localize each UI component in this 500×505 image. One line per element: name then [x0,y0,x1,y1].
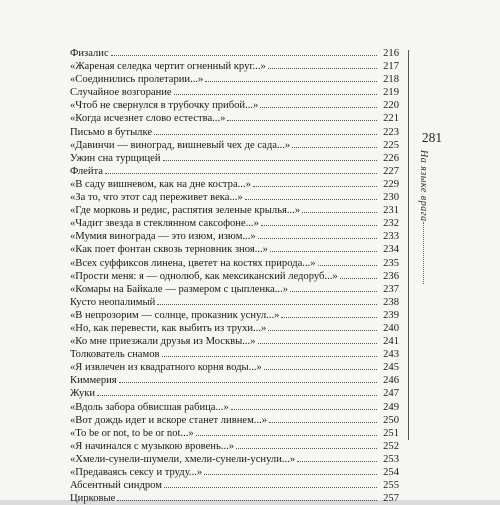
toc-leader-dots [268,68,377,69]
toc-entry-page: 251 [383,427,399,439]
toc-entry-title: «To be or not, to be or not...» [70,427,194,439]
toc-entry-page: 217 [383,61,399,73]
toc-leader-dots [258,343,378,344]
toc-entry-title: Письмо в бутылке [70,126,153,138]
table-of-contents [70,47,399,505]
toc-entry [70,165,399,178]
toc-entry [70,270,399,283]
toc-entry [70,204,399,217]
toc-entry-page: 238 [383,296,399,308]
toc-leader-dots [231,409,377,410]
toc-entry-title: Толкователь снамов [70,349,160,361]
toc-entry-page: 235 [383,257,399,269]
toc-leader-dots [302,212,377,213]
toc-entry [70,335,399,348]
toc-entry [70,112,399,125]
toc-entry [70,427,399,440]
toc-entry [70,86,399,99]
toc-entry-title: «Ко мне приезжали друзья из Москвы...» [70,336,256,348]
toc-entry-title: «Я извлечен из квадратного корня воды...» [70,362,262,374]
toc-entry-title: Абсентный синдром [70,480,162,492]
toc-entry-title: «Чадит звезда в стеклянном саксофоне...» [70,218,259,230]
toc-entry-page: 255 [383,480,399,492]
toc-entry-title: «Вдоль забора обвисшая рабица...» [70,401,229,413]
toc-entry [70,440,399,453]
toc-entry [70,152,399,165]
toc-entry-title: Жуки [70,388,96,400]
toc-entry [70,374,399,387]
toc-leader-dots [245,199,377,200]
toc-entry [70,348,399,361]
toc-entry-page: 250 [383,414,399,426]
toc-entry-page: 249 [383,401,399,413]
toc-entry-title: «В непрозорим — солнце, проказник уснул...» [70,309,280,321]
toc-entry [70,283,399,296]
toc-entry-title: «Прости меня: я — однолюб, как мексиканский ледоруб...» [70,270,338,282]
toc-entry-title: «Комары на Байкале — размером с цыпленка...» [70,283,289,295]
toc-entry [70,178,399,191]
toc-entry-page: 225 [383,139,399,151]
toc-entry-title: «Жареная селедка чертит огненный круг...» [70,61,266,73]
toc-entry-title: Киммерия [70,375,117,387]
toc-entry-title: «Хмели-сунели-шумели, хмели-сунели-уснули...» [70,453,296,465]
toc-entry-title: «Чтоб не свернулся в трубочку прибой...» [70,100,259,112]
toc-entry-title: «За то, что этот сад переживет века...» [70,192,243,204]
toc-entry [70,47,399,60]
toc-entry-page: 218 [383,74,399,86]
toc-entry [70,309,399,322]
toc-leader-dots [205,81,377,82]
toc-leader-dots [227,120,377,121]
toc-leader-dots [163,160,377,161]
toc-entry-page: 227 [383,165,399,177]
toc-entry-page: 246 [383,375,399,387]
toc-leader-dots [258,238,377,239]
toc-entry [70,73,399,86]
toc-leader-dots [292,147,377,148]
toc-leader-dots [236,448,377,449]
toc-entry-title: «Соединились пролетарии...» [70,74,204,86]
toc-leader-dots [340,278,377,279]
toc-leader-dots [204,474,377,475]
toc-entry-page: 220 [383,100,399,112]
toc-entry [70,139,399,152]
toc-entry-page: 240 [383,322,399,334]
toc-entry-title: «Вот дождь идет и вскоре станет ливнем...» [70,414,268,426]
toc-entry-page: 236 [383,270,399,282]
toc-entry-page: 237 [383,283,399,295]
toc-leader-dots [268,330,377,331]
toc-leader-dots [196,435,377,436]
toc-entry-page: 252 [383,440,399,452]
toc-entry-page: 221 [383,113,399,125]
toc-entry-page: 219 [383,87,399,99]
toc-leader-dots [157,304,377,305]
toc-entry-page: 216 [383,48,399,59]
toc-entry-title: «Мумия винограда — это изюм, изюм...» [70,231,256,243]
toc-entry [70,387,399,400]
toc-entry-page: 257 [383,493,399,505]
toc-entry-title: «Когда исчезнет слово естества...» [70,113,226,125]
toc-entry-title: «Давинчи — виноград, вишневый чех де сада...» [70,139,291,151]
toc-entry-page: 253 [383,453,399,465]
toc-entry [70,466,399,479]
toc-entry-title: Случайное возгорание [70,87,172,99]
toc-entry [70,296,399,309]
toc-entry [70,453,399,466]
toc-entry-page: 241 [383,336,399,348]
toc-leader-dots [154,134,377,135]
toc-leader-dots [297,461,377,462]
running-head-dots [423,222,424,284]
toc-leader-dots [264,369,377,370]
toc-leader-dots [253,186,377,187]
toc-entry-title: «Где морковь и редис, распятия зеленые крылья...» [70,205,301,217]
toc-entry-title: Цирковые [70,493,116,505]
toc-entry [70,60,399,73]
toc-entry-title: «Но, как перевести, как выбить из трухи...» [70,322,267,334]
toc-leader-dots [270,251,377,252]
toc-entry-page: 232 [383,218,399,230]
toc-entry [70,99,399,112]
toc-entry-page: 231 [383,205,399,217]
toc-leader-dots [105,173,377,174]
toc-leader-dots [162,356,378,357]
toc-entry-page: 230 [383,192,399,204]
toc-entry [70,401,399,414]
toc-entry [70,322,399,335]
toc-entry-title: «Всех суффиксов линена, цветет на костях природа...» [70,257,316,269]
toc-entry-page: 243 [383,349,399,361]
toc-entry [70,257,399,270]
toc-leader-dots [111,55,377,56]
toc-entry-page: 239 [383,309,399,321]
toc-leader-dots [318,265,377,266]
toc-entry-page: 254 [383,467,399,478]
toc-entry-title: «Предаваясь сексу и труду...» [70,467,203,478]
toc-entry [70,479,399,492]
toc-entry [70,191,399,204]
toc-entry-title: Кусто неопалимый [70,296,156,308]
toc-entry [70,492,399,505]
toc-leader-dots [290,291,377,292]
toc-entry-page: 247 [383,388,399,400]
margin-rule [408,50,409,440]
toc-entry-page: 223 [383,126,399,138]
toc-leader-dots [174,94,377,95]
toc-leader-dots [260,107,377,108]
toc-entry [70,126,399,139]
toc-entry-page: 233 [383,231,399,243]
toc-entry-page: 245 [383,362,399,374]
toc-leader-dots [281,317,377,318]
toc-leader-dots [117,500,377,501]
toc-leader-dots [164,487,377,488]
toc-entry-title: «Как поет фонтан сквозь терновник зноя...» [70,244,268,256]
toc-entry [70,230,399,243]
toc-entry [70,243,399,256]
toc-leader-dots [269,422,377,423]
toc-entry-title: «Я начинался с музыкою вровень...» [70,440,235,452]
toc-leader-dots [97,395,377,396]
toc-leader-dots [261,225,377,226]
toc-entry-title: Ужин сна турщицей [70,152,161,164]
toc-entry [70,217,399,230]
page-number: 281 [421,130,443,145]
toc-entry [70,361,399,374]
toc-entry-page: 229 [383,178,399,190]
toc-entry-page: 226 [383,152,399,164]
running-head: На языке врага [418,150,429,222]
toc-entry-title: Физалис [70,48,109,59]
toc-entry-page: 234 [383,244,399,256]
toc-leader-dots [119,382,377,383]
toc-entry-title: «В саду вишневом, как на дне костра...» [70,178,251,190]
toc-entry [70,414,399,427]
toc-entry-title: Флейта [70,165,103,177]
